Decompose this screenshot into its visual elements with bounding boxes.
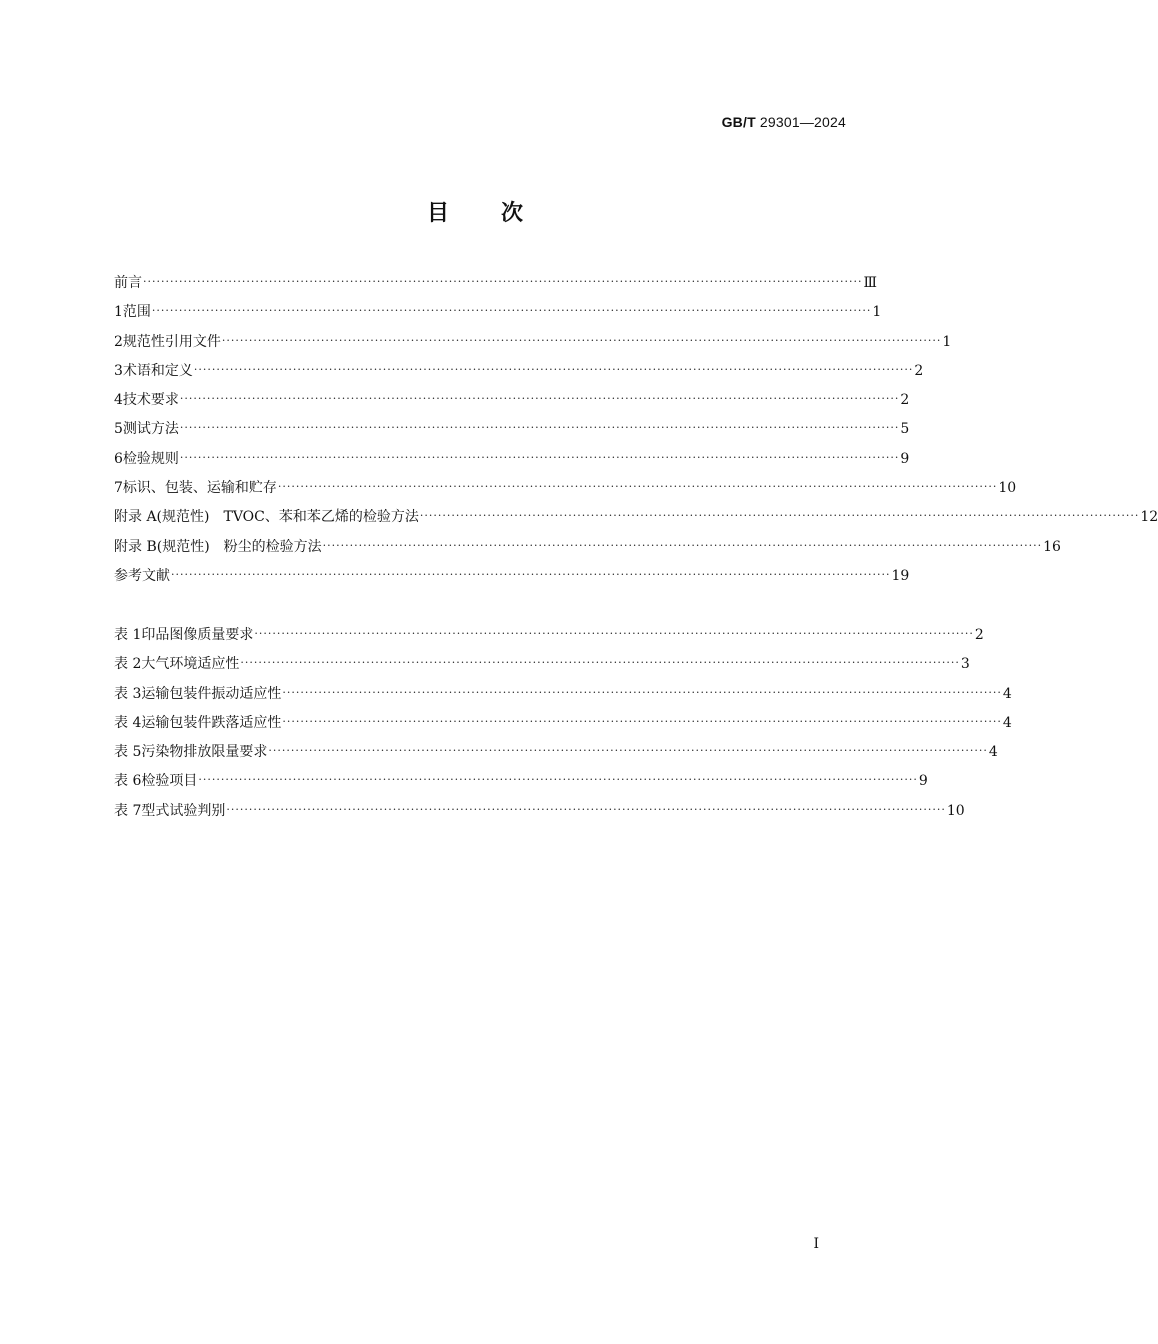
table-page: 2 <box>974 627 984 643</box>
table-entry[interactable] <box>114 742 998 771</box>
toc-entry-appendix-b[interactable] <box>114 537 1061 566</box>
toc-entry[interactable] <box>114 390 910 419</box>
toc-page: 5 <box>900 421 910 438</box>
toc-page: 16 <box>1043 538 1061 555</box>
toc-page: 2 <box>914 362 924 379</box>
toc-label: 附录 B(规范性) 粉尘的检验方法 <box>114 538 322 555</box>
toc-page: 9 <box>900 450 910 467</box>
table-number: 表 4 <box>114 714 142 731</box>
table-page: 10 <box>946 802 965 819</box>
toc-number: 7 <box>114 480 123 497</box>
toc-label: 前言 <box>114 275 142 291</box>
toc-entry[interactable] <box>114 332 952 361</box>
dot-leader: ································································································································································ <box>179 421 900 435</box>
toc-page: Ⅲ <box>863 275 877 291</box>
toc-label: 范围 <box>122 304 151 321</box>
table-entry[interactable] <box>114 771 928 800</box>
table-label: 运输包装件跌落适应性 <box>141 714 282 731</box>
table-number: 表 1 <box>114 627 142 643</box>
table-entry[interactable] <box>114 713 1012 742</box>
dot-leader: ································································································································································ <box>419 509 1140 523</box>
table-entry[interactable] <box>114 625 984 654</box>
table-page: 3 <box>960 656 970 673</box>
toc-page: 10 <box>998 480 1017 497</box>
toc-number: 4 <box>114 392 123 409</box>
toc-label: 术语和定义 <box>122 362 193 379</box>
table-page: 4 <box>988 744 998 761</box>
dot-leader: ································································································································································ <box>198 773 918 787</box>
dot-leader: ································································································································································ <box>254 627 974 640</box>
table-label: 污染物排放限量要求 <box>141 744 268 761</box>
table-entry[interactable] <box>114 654 970 683</box>
toc-label: 规范性引用文件 <box>122 333 221 350</box>
toc-page: 1 <box>942 333 952 350</box>
dot-leader: ································································································································································ <box>221 333 942 347</box>
dot-leader: ································································································································································ <box>268 744 988 758</box>
list-of-tables <box>114 625 1012 830</box>
toc-entry-appendix-a[interactable] <box>114 507 1158 536</box>
toc-entry[interactable] <box>114 302 882 331</box>
table-label: 印品图像质量要求 <box>141 627 254 643</box>
toc-number: 5 <box>114 421 123 438</box>
toc-page: 12 <box>1140 509 1158 526</box>
table-label: 运输包装件振动适应性 <box>141 685 282 702</box>
toc-number: 1 <box>114 304 123 321</box>
dot-leader: ································································································································································ <box>226 802 946 816</box>
toc-page: 2 <box>900 392 910 409</box>
dot-leader: ································································································································································ <box>151 304 872 318</box>
toc-page: 1 <box>872 304 882 321</box>
toc-label: 参考文献 <box>114 567 170 584</box>
dot-leader: ································································································································································ <box>171 567 891 581</box>
dot-leader: ································································································································································ <box>282 714 1002 728</box>
table-label: 型式试验判别 <box>141 802 226 819</box>
dot-leader: ································································································································································ <box>282 685 1002 699</box>
toc-entry-references[interactable] <box>114 566 910 595</box>
toc-number: 3 <box>114 362 123 379</box>
table-of-contents <box>114 273 1158 595</box>
table-entry[interactable] <box>114 801 965 830</box>
dot-leader: ································································································································································ <box>179 450 900 464</box>
dot-leader: ································································································································································ <box>179 392 900 406</box>
toc-number: 6 <box>114 450 123 467</box>
table-page: 4 <box>1002 714 1012 731</box>
toc-label: 标识、包装、运输和贮存 <box>122 480 277 497</box>
standard-code: 29301—2024 <box>759 114 846 130</box>
toc-entry[interactable] <box>114 449 910 478</box>
dot-leader: ································································································································································ <box>277 480 998 494</box>
toc-label: 检验规则 <box>122 450 179 467</box>
table-page: 4 <box>1002 685 1012 702</box>
toc-entry[interactable] <box>114 273 877 302</box>
toc-entry[interactable] <box>114 361 924 390</box>
table-number: 表 5 <box>114 744 142 761</box>
standard-number <box>722 114 846 130</box>
dot-leader: ································································································································································ <box>240 656 960 670</box>
toc-label: 附录 A(规范性) TVOC、苯和苯乙烯的检验方法 <box>114 509 419 526</box>
dot-leader: ································································································································································ <box>143 275 863 288</box>
toc-entry[interactable] <box>114 419 910 448</box>
toc-entry[interactable] <box>114 478 1017 507</box>
footer-page-number: I <box>813 1236 819 1252</box>
table-number: 表 3 <box>114 685 142 702</box>
table-label: 大气环境适应性 <box>141 656 240 673</box>
table-number: 表 6 <box>114 773 142 790</box>
toc-label: 技术要求 <box>122 392 179 409</box>
toc-label: 测试方法 <box>122 421 179 438</box>
table-page: 9 <box>918 773 928 790</box>
dot-leader: ································································································································································ <box>322 538 1043 552</box>
dot-leader: ································································································································································ <box>193 362 914 376</box>
table-entry[interactable] <box>114 684 1012 713</box>
page-title: 目次 <box>426 201 575 226</box>
table-label: 检验项目 <box>141 773 198 790</box>
toc-page: 19 <box>891 567 910 584</box>
toc-number: 2 <box>114 333 123 350</box>
table-number: 表 7 <box>114 802 142 819</box>
table-number: 表 2 <box>114 656 142 673</box>
standard-prefix: GB/T <box>721 114 756 130</box>
